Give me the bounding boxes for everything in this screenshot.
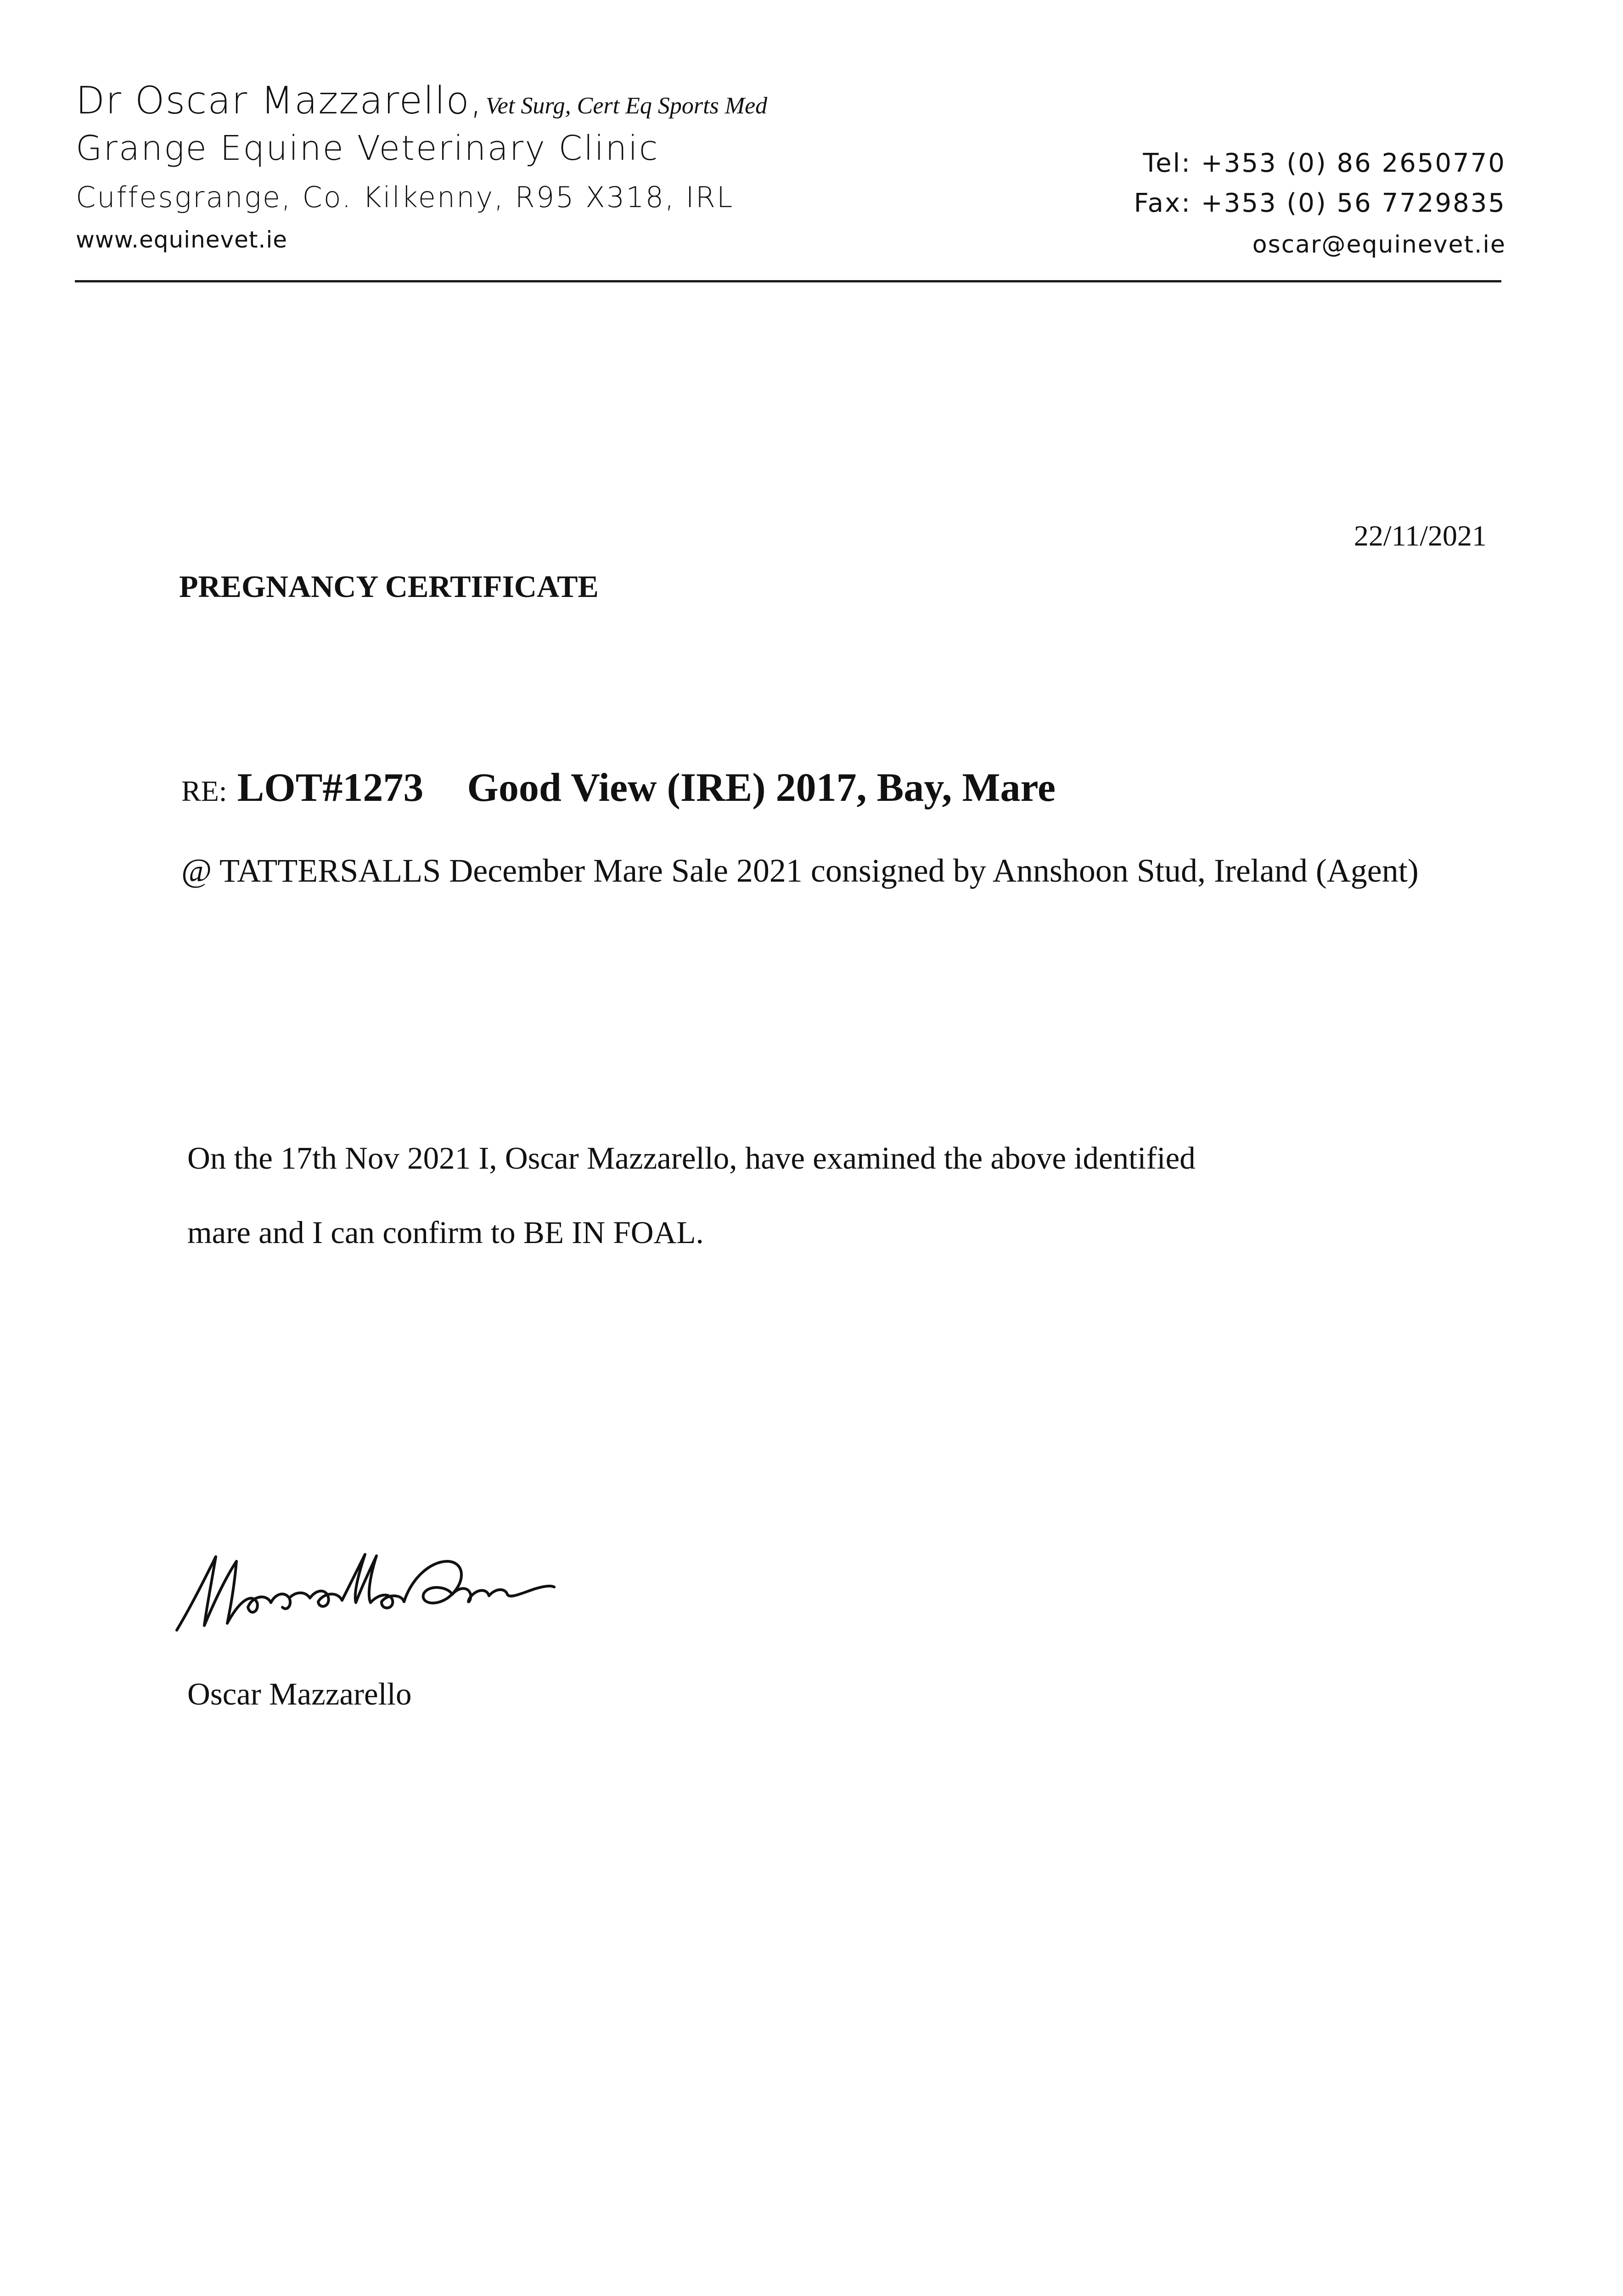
statement-line-2: mare and I can confirm to BE IN FOAL. [187,1215,704,1250]
clinic-address: Cuffesgrange, Co. Kilkenny, R95 X318, IRL [76,180,734,214]
statement-line-1: On the 17th Nov 2021 I, Oscar Mazzarello, have examined the above identified [187,1141,1196,1176]
vet-qualifications: Vet Surg, Cert Eq Sports Med [485,93,768,119]
lot-number: LOT#1273 [237,765,424,810]
clinic-name: Grange Equine Veterinary Clinic [76,129,659,168]
vet-name [76,79,767,123]
vet-name-text: Dr Oscar Mazzarello, [76,79,483,123]
certificate-title: PREGNANCY CERTIFICATE [179,569,599,604]
re-prefix: RE: [181,775,227,807]
contact-email-link[interactable]: oscar@equinevet.ie [1252,231,1506,259]
website-link[interactable]: www.equinevet.ie [76,226,288,253]
sale-line: @ TATTERSALLS December Mare Sale 2021 consigned by Annshoon Stud, Ireland (Agent) [181,852,1419,889]
contact-tel: Tel: +353 (0) 86 2650770 [1143,148,1506,178]
certificate-date: 22/11/2021 [1353,519,1487,552]
signatory-name: Oscar Mazzarello [187,1677,412,1711]
header-divider [75,280,1501,282]
handwritten-signature [172,1543,558,1642]
re-line [181,765,1056,811]
horse-description: Good View (IRE) 2017, Bay, Mare [467,765,1056,810]
contact-fax: Fax: +353 (0) 56 7729835 [1134,188,1506,218]
